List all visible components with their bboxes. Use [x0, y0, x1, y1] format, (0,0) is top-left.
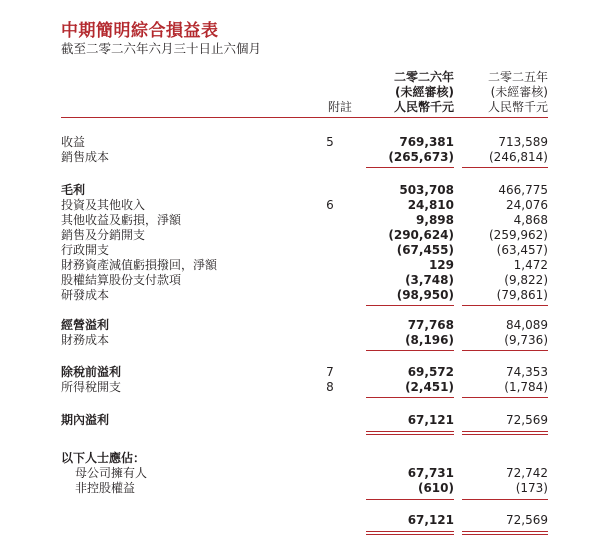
row-label: 銷售成本	[61, 150, 110, 164]
subtotal-rule-current	[366, 305, 454, 306]
row-prior-value: 713,589	[498, 135, 548, 149]
table-row	[0, 413, 616, 428]
row-current-value: 24,810	[407, 198, 454, 212]
row-label: 毛利	[61, 183, 86, 197]
table-row	[0, 513, 616, 528]
table-row	[0, 288, 616, 303]
row-current-value: 129	[428, 258, 454, 272]
row-label: 股權結算股份支付款項	[61, 273, 182, 287]
table-row	[0, 213, 616, 228]
total-double-rule-prior	[462, 434, 548, 435]
table-row	[0, 333, 616, 348]
row-current-value: (2,451)	[405, 380, 454, 394]
row-label: 非控股權益	[75, 481, 136, 495]
row-prior-value: (173)	[515, 481, 548, 495]
row-current-value: 77,768	[407, 318, 454, 332]
row-label: 以下人士應佔：	[61, 451, 146, 465]
row-current-value: (265,673)	[388, 150, 454, 164]
row-label: 財務資產減值虧損撥回，淨額	[61, 258, 218, 272]
row-note: 8	[326, 380, 334, 394]
page-title: 中期簡明綜合損益表	[61, 21, 219, 41]
row-prior-value: (63,457)	[496, 243, 548, 257]
row-current-value: (290,624)	[388, 228, 454, 242]
row-label: 銷售及分銷開支	[61, 228, 146, 242]
table-row	[0, 183, 616, 198]
row-current-value: 67,121	[407, 513, 454, 527]
table-row	[0, 466, 616, 481]
row-current-value: 503,708	[399, 183, 454, 197]
total-rule-current	[366, 531, 454, 532]
current-audit-label: (未經審核)	[395, 85, 454, 99]
current-unit-label: 人民幣千元	[393, 100, 454, 114]
row-prior-value: 466,775	[498, 183, 548, 197]
row-prior-value: (9,822)	[504, 273, 548, 287]
prior-unit-label: 人民幣千元	[487, 100, 548, 114]
note-column-header: 附註	[327, 100, 352, 114]
row-label: 母公司擁有人	[75, 466, 148, 480]
table-row	[0, 198, 616, 213]
table-row	[0, 243, 616, 258]
row-label: 投資及其他收入	[61, 198, 146, 212]
row-prior-value: (1,784)	[504, 380, 548, 394]
row-current-value: 769,381	[399, 135, 454, 149]
total-rule-prior	[462, 431, 548, 432]
total-double-rule-current	[366, 434, 454, 435]
table-row	[0, 318, 616, 333]
table-row	[0, 150, 616, 165]
row-prior-value: 72,742	[506, 466, 548, 480]
row-label: 經營溢利	[61, 318, 110, 332]
table-row	[0, 481, 616, 496]
row-prior-value: (246,814)	[489, 150, 548, 164]
table-row	[0, 258, 616, 273]
table-row	[0, 135, 616, 150]
row-label: 收益	[61, 135, 86, 149]
prior-year-label: 二零二五年	[487, 70, 548, 84]
page-subtitle: 截至二零二六年六月三十日止六個月	[61, 41, 262, 56]
subtotal-rule-prior	[462, 167, 548, 168]
row-current-value: (67,455)	[396, 243, 454, 257]
row-note: 7	[326, 365, 334, 379]
subtotal-rule-current	[366, 167, 454, 168]
row-prior-value: 72,569	[506, 413, 548, 427]
row-current-value: 67,731	[407, 466, 454, 480]
current-period-header	[366, 70, 454, 115]
subtotal-rule-prior	[462, 305, 548, 306]
row-label: 財務成本	[61, 333, 110, 347]
row-label: 其他收益及虧損，淨額	[61, 213, 182, 227]
row-current-value: 9,898	[416, 213, 454, 227]
row-label: 所得稅開支	[61, 380, 122, 394]
table-row	[0, 380, 616, 395]
table-row	[0, 365, 616, 380]
subtotal-rule-current	[366, 397, 454, 398]
row-label: 行政開支	[61, 243, 110, 257]
row-label: 除稅前溢利	[61, 365, 122, 379]
prior-audit-label: (未經審核)	[490, 85, 548, 99]
subtotal-rule-current	[366, 499, 454, 500]
table-row	[0, 451, 616, 466]
total-rule-prior	[462, 531, 548, 532]
row-prior-value: (79,861)	[496, 288, 548, 302]
row-prior-value: 74,353	[506, 365, 548, 379]
total-double-rule-current	[366, 534, 454, 535]
table-row	[0, 273, 616, 288]
row-prior-value: 24,076	[506, 198, 548, 212]
header-divider	[61, 117, 548, 118]
row-current-value: (8,196)	[405, 333, 454, 347]
subtotal-rule-prior	[462, 350, 548, 351]
row-current-value: 67,121	[407, 413, 454, 427]
prior-period-header	[462, 70, 548, 115]
subtotal-rule-prior	[462, 499, 548, 500]
row-prior-value: 84,089	[506, 318, 548, 332]
row-note: 6	[326, 198, 334, 212]
row-prior-value: 72,569	[506, 513, 548, 527]
subtotal-rule-prior	[462, 397, 548, 398]
row-prior-value: (9,736)	[504, 333, 548, 347]
row-current-value: 69,572	[407, 365, 454, 379]
total-rule-current	[366, 431, 454, 432]
row-prior-value: 1,472	[513, 258, 548, 272]
row-label: 研發成本	[61, 288, 110, 302]
current-year-label: 二零二六年	[393, 70, 454, 84]
row-current-value: (610)	[417, 481, 454, 495]
row-current-value: (98,950)	[396, 288, 454, 302]
total-double-rule-prior	[462, 534, 548, 535]
row-note: 5	[326, 135, 334, 149]
subtotal-rule-current	[366, 350, 454, 351]
table-row	[0, 228, 616, 243]
row-current-value: (3,748)	[405, 273, 454, 287]
row-prior-value: (259,962)	[489, 228, 548, 242]
row-prior-value: 4,868	[513, 213, 548, 227]
row-label: 期內溢利	[61, 413, 110, 427]
